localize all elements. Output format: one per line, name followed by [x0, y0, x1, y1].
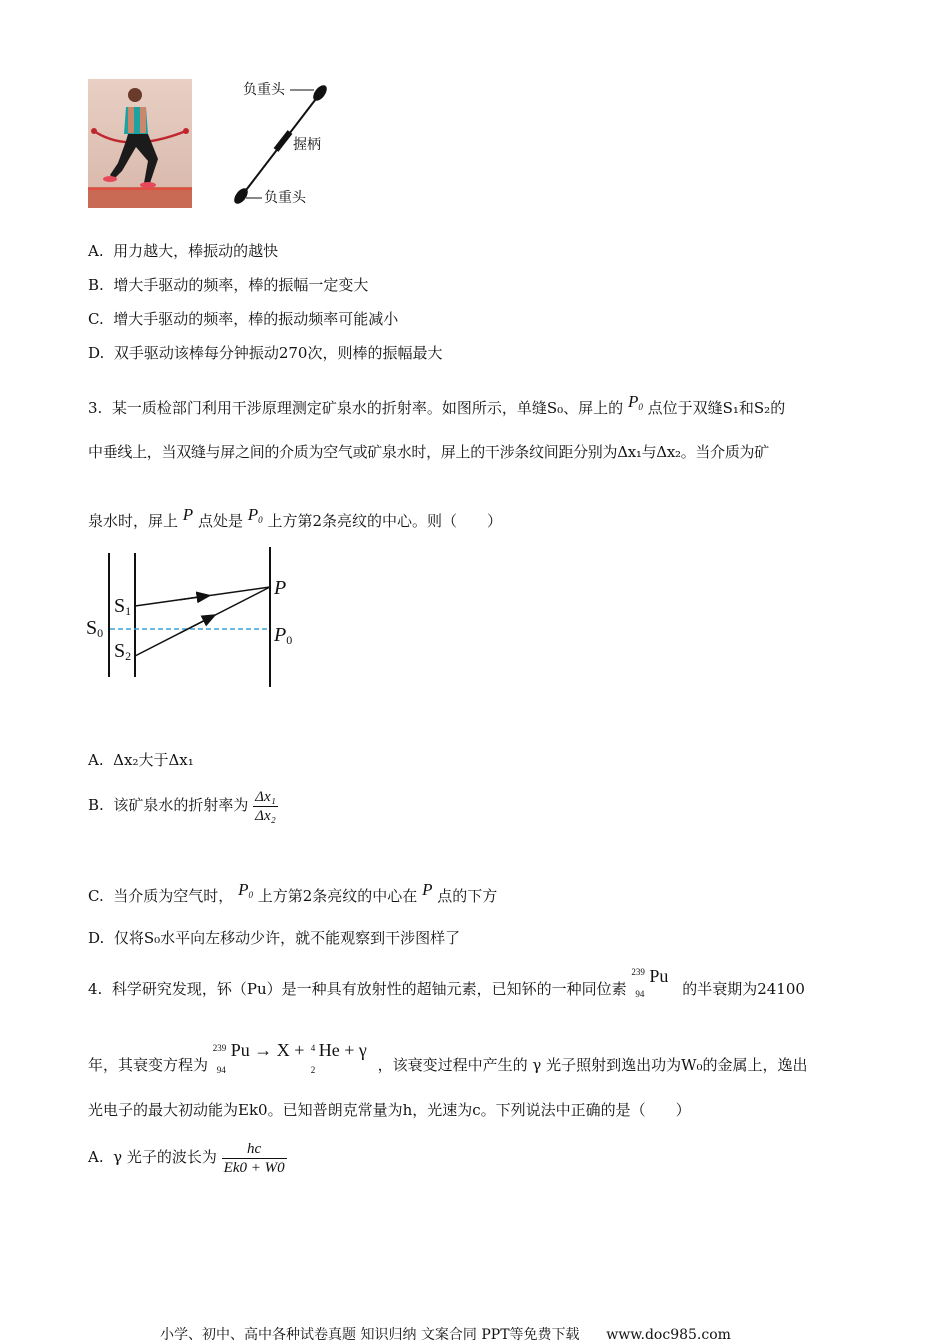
photo-woman-with-flexi-bar	[88, 79, 192, 208]
double-slit-diagram	[80, 545, 310, 695]
decay-equation: 239 94 Pu → X + 4 2 He + γ	[212, 1040, 367, 1075]
option-text: 增大手驱动的频率，棒的振幅一定变大	[113, 276, 369, 294]
footer-text: 小学、初中、高中各种试卷真题 知识归纳 文案合同 PPT等免费下载	[160, 1327, 580, 1343]
q3-option-d[interactable]: D. 仅将S₀水平向左移动少许，就不能观察到干涉图样了	[88, 929, 461, 947]
q4-stem-line3: 光电子的最大初动能为Ek0。已知普朗克常量为h，光速为c。下列说法中正确的是（ ）	[88, 1101, 691, 1119]
isotope-pu239: 239 94 Pu	[631, 966, 669, 999]
label-P: P	[274, 577, 287, 599]
label-S2: $S_2$	[114, 640, 132, 663]
question-number: 3.	[88, 399, 103, 417]
q3-option-b[interactable]: B. 该矿泉水的折射率为 $\frac{\text{Δx₁}}{\text{Δx₂}}$	[88, 788, 276, 824]
option-text: 用力越大，棒振动的越快	[113, 242, 279, 260]
q4-stem-line1: 4. 科学研究发现，钚（Pu）是一种具有放射性的超铀元素，已知钚的一种同位素 239 94 Pu 的半衰期为24100	[88, 966, 805, 999]
option-text: 双手驱动该棒每分钟振动270次，则棒的振幅最大	[113, 344, 443, 362]
label-weight-head-top: 负重头	[243, 82, 285, 98]
option-key: D.	[88, 344, 105, 362]
q3-stem-line2: 中垂线上，当双缝与屏之间的介质为空气或矿泉水时，屏上的干涉条纹间距分别为Δx₁与Δx₂。当介质为矿	[88, 443, 769, 461]
q4-option-a[interactable]: A. γ 光子的波长为 $\frac{hc}{Ek0 + W0}$	[88, 1140, 285, 1176]
q2-option-b[interactable]	[88, 275, 368, 295]
option-key: A.	[88, 242, 104, 260]
label-weight-head-bottom: 负重头	[264, 190, 306, 206]
footer-promo	[160, 1324, 731, 1344]
q3-option-c[interactable]: C. 当介质为空气时， $P_0$ 上方第2条亮纹的中心在 P 点的下方	[88, 880, 498, 905]
footer-url[interactable]: www.doc985.com	[606, 1327, 731, 1343]
q3-stem-line1: 3. 某一质检部门利用干涉原理测定矿泉水的折射率。如图所示，单缝S₀、屏上的 $P_0$ 点位于双缝S₁和S₂的	[88, 392, 786, 417]
label-handle: 握柄	[293, 137, 321, 153]
q2-option-c[interactable]	[88, 309, 398, 329]
q3-option-a[interactable]: A. Δx₂大于Δx₁	[88, 751, 194, 769]
q2-option-a[interactable]	[88, 241, 278, 261]
label-P0: $P_0$	[274, 624, 293, 647]
q4-stem-line2: 年，其衰变方程为 239 94 Pu → X + 4 2 He + γ ，该衰变过程中产生的 γ 光子照射到逸出功为W₀的金属上，逸出	[88, 1040, 808, 1075]
q2-option-d[interactable]	[88, 343, 442, 363]
fraction-dx1-over-dx2: $\frac{\text{Δx₁}}{\text{Δx₂}}$	[255, 788, 276, 824]
option-key: C.	[88, 310, 104, 328]
option-key: B.	[88, 276, 104, 294]
option-text: 增大手驱动的频率，棒的振动频率可能减小	[113, 310, 399, 328]
q3-stem-line3: 泉水时，屏上 P 点处是 $P_0$ 上方第2条亮纹的中心。则（ ）	[88, 505, 502, 530]
label-S0: $S_0$	[86, 617, 104, 640]
label-S1: $S_1$	[114, 595, 132, 618]
fraction-hc-over-energy: $\frac{hc}{Ek0 + W0}$	[223, 1140, 285, 1176]
